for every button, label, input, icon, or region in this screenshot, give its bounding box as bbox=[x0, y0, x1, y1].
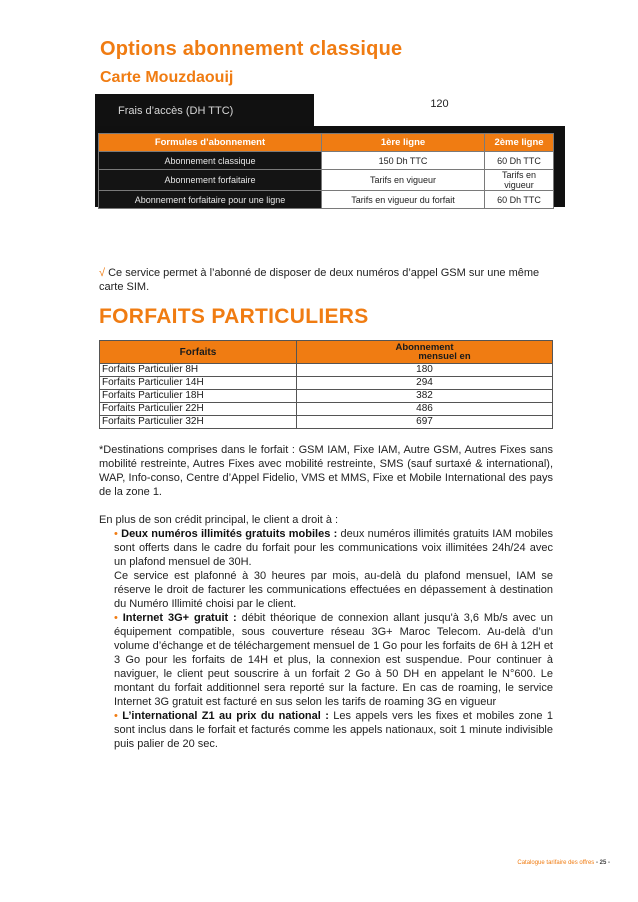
table-cell: 697 bbox=[297, 416, 553, 429]
table-row bbox=[99, 152, 554, 170]
benefit-internet bbox=[114, 611, 553, 709]
table-header-row bbox=[100, 341, 553, 364]
bullet-icon: • bbox=[114, 710, 118, 722]
page-title: Options abonnement classique bbox=[100, 38, 403, 60]
frais-value: 120 bbox=[314, 94, 565, 126]
table-cell: Abonnement forfaitaire pour une ligne bbox=[99, 191, 322, 209]
table-cell: 60 Dh TTC bbox=[485, 191, 554, 209]
table-cell: Tarifs en vigueur du forfait bbox=[322, 191, 485, 209]
bullet-icon: • bbox=[114, 612, 118, 624]
note-text: Ce service permet à l’abonné de disposer de deux numéros d’appel GSM sur une même carte SIM. bbox=[99, 267, 540, 293]
benefit-title: Deux numéros illimités gratuits mobiles : bbox=[121, 528, 338, 540]
table-cell: 180 bbox=[297, 364, 553, 377]
abonnement-header-line1: Abonnement bbox=[395, 342, 454, 353]
destinations-paragraph: *Destinations comprises dans le forfait : GSM IAM, Fixe IAM, Autre GSM, Autres Fixes sans mobilité restreinte, Autres Fixes avec mobilité restreinte, SMS (sauf surtaxé & international), WAP, Info-conso, Centre d’Appel Fidelio, VMS et MMS, Fixe et Mobile International des pays de la zone 1. bbox=[99, 444, 553, 498]
page-footer bbox=[517, 860, 610, 866]
table-cell: Abonnement forfaitaire bbox=[99, 170, 322, 191]
credit-section bbox=[99, 513, 553, 751]
table-cell: 150 Dh TTC bbox=[322, 152, 485, 170]
table-cell: Forfaits Particulier 18H bbox=[100, 390, 297, 403]
service-note bbox=[99, 266, 551, 294]
bullet-icon: • bbox=[114, 528, 118, 540]
credit-intro: En plus de son crédit principal, le client a droit à : bbox=[99, 514, 339, 526]
benefit-text: Ce service est plafonné à 30 heures par mois, au-delà du plafond mensuel, IAM se réserve le droit de facturer les communications effectuées en dépassement à destination du Numéro Illimité choisi par le client. bbox=[114, 570, 553, 610]
table-row bbox=[99, 191, 554, 209]
table-header: Formules d’abonnement bbox=[99, 134, 322, 152]
check-icon: √ bbox=[99, 267, 106, 279]
table-header bbox=[297, 341, 553, 364]
table-cell: 60 Dh TTC bbox=[485, 152, 554, 170]
benefit-title: Internet 3G+ gratuit : bbox=[122, 612, 237, 624]
table-row bbox=[100, 390, 553, 403]
table-cell: Forfaits Particulier 14H bbox=[100, 377, 297, 390]
benefit-unlimited-numbers bbox=[114, 527, 553, 611]
table-cell: 382 bbox=[297, 390, 553, 403]
table-cell: Forfaits Particulier 8H bbox=[100, 364, 297, 377]
table-cell: Tarifs en vigueur bbox=[322, 170, 485, 191]
table-row bbox=[100, 364, 553, 377]
benefit-title: L’international Z1 au prix du national : bbox=[122, 710, 329, 722]
benefit-text: deux numéros illimités gratuits IAM mobiles sont offerts dans le cadre du forfait pour les communications voix illimitées 24h/24 avec un plafond mensuel de 30H. bbox=[114, 528, 554, 568]
table-header-row bbox=[99, 134, 554, 152]
table-cell: Forfaits Particulier 22H bbox=[100, 403, 297, 416]
table-header: 1ère ligne bbox=[322, 134, 485, 152]
table-header: Forfaits bbox=[100, 341, 297, 364]
abonnement-header-line2: mensuel en bbox=[418, 351, 471, 362]
frais-label: Frais d’accès (DH TTC) bbox=[95, 96, 311, 126]
forfaits-table bbox=[99, 340, 553, 429]
table-row bbox=[99, 170, 554, 191]
table-cell: 486 bbox=[297, 403, 553, 416]
benefit-text: débit théorique de connexion allant jusqu'à 3,6 Mb/s avec un équipement compatible, sous couverture réseau 3G+ Maroc Telecom. Au-delà d’un volume d’échange et de téléchargement mensuel de 1 Go pour les forfaits de 6H à 12H et 3 Go pour les forfaits de 14H et plus, la connexion est suspendue. Pour continuer à naviguer, le client peut souscrire à un forfait 2 Go à 50 DH en appelant le N°600. Le montant du forfait additionnel sera reporté sur la facture. En cas de roaming, le service Internet 3G gratuit est facturé en sus selon les tarifs de roaming 3G en vigueur bbox=[114, 612, 553, 708]
section-subtitle: Carte Mouzdaouij bbox=[100, 69, 234, 86]
table-cell: Forfaits Particulier 32H bbox=[100, 416, 297, 429]
page-number: - 25 - bbox=[595, 860, 610, 866]
table-cell: Tarifs en vigueur bbox=[485, 170, 554, 191]
benefit-text: Les appels vers les fixes et mobiles zone 1 sont inclus dans le forfait et facturés comme les appels nationaux, soit 1 minute indivisible puis palier de 20 sec. bbox=[114, 710, 553, 750]
table-row bbox=[100, 403, 553, 416]
abonnement-table bbox=[98, 133, 554, 209]
forfaits-title: FORFAITS PARTICULIERS bbox=[99, 305, 369, 328]
table-row bbox=[100, 416, 553, 429]
table-cell: 294 bbox=[297, 377, 553, 390]
footer-label: Catalogue tarifaire des offres bbox=[517, 860, 595, 866]
table-header: 2ème ligne bbox=[485, 134, 554, 152]
benefit-international bbox=[114, 709, 553, 751]
table-row bbox=[100, 377, 553, 390]
table-cell: Abonnement classique bbox=[99, 152, 322, 170]
